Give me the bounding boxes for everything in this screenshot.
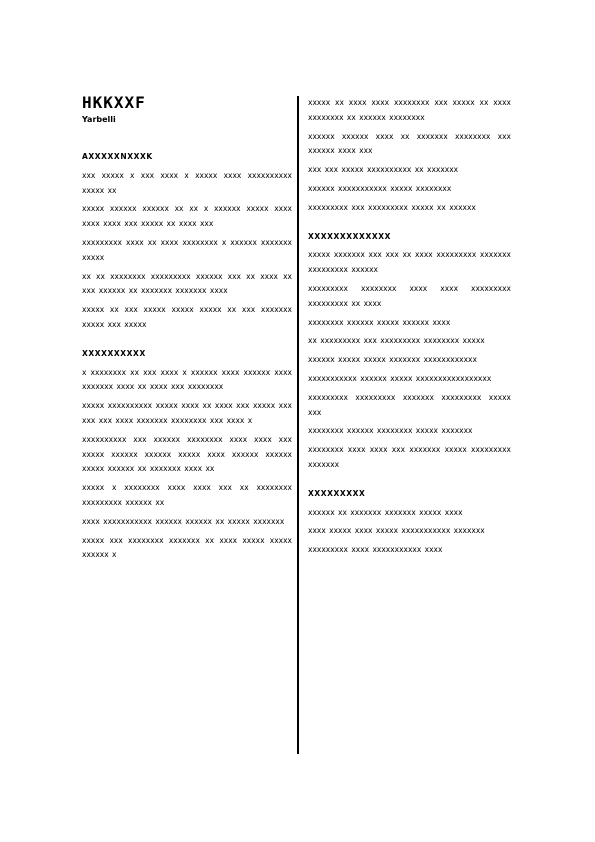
- paragraph: xxxxxx xxxxx xxxxx xxxxxxx xxxxxxxxxxxx: [308, 355, 477, 365]
- paragraph: xxxxx xxxxxxxxxx xxxxx xxxx xx xxxx xxx xxxxx xxx xxx xxx xxxx xxxxxxx xxxxxxxx xxx xxxx x: [82, 401, 292, 425]
- section: [308, 487, 511, 558]
- paragraph: xxxxxxxx xxxxxx xxxxxxxx xxxxx xxxxxxx: [308, 426, 473, 436]
- paragraph: xxxxxx xxxxxxxxxxx xxxxx xxxxxxxx: [308, 183, 452, 193]
- paragraph: xxxxx xxx xxxxxxxx xxxxxxx xx xxxx xxxxx xxxxx xxxxxx x: [82, 535, 292, 560]
- paragraph: xxxxxxxxx xxxx xx xxxx xxxxxxxx x xxxxxx xxxxxxx xxxxx: [82, 237, 292, 262]
- paragraph: xxxxxxxxx xxx xxxxxxxxx xxxxx xx xxxxxx: [308, 202, 476, 212]
- section: [82, 150, 292, 333]
- section-heading: AXXXXXNXXXK: [82, 152, 153, 161]
- document-subtitle: Yarbelli: [82, 115, 116, 124]
- paragraph: xxx xxx xxxxx xxxxxxxxxx xx xxxxxxx: [308, 165, 459, 175]
- paragraph: xxxxxxxx xxxxxx xxxxx xxxxxx xxxx: [308, 317, 451, 327]
- paragraph: xxxxx xx xxx xxxxx xxxxx xxxxx xx xxx xxxxxxx xxxxx xxx xxxxx: [82, 305, 292, 329]
- paragraph: xxxxxxxxxxx xxxxxx xxxxx xxxxxxxxxxxxxxxxx: [308, 373, 492, 383]
- paragraph: xxxxx xxxxxxx xxx xxx xx xxxx xxxxxxxxx xxxxxxx xxxxxxxxx xxxxxx: [308, 250, 511, 275]
- paragraph: xxx xxxxx x xxx xxxx x xxxxx xxxx xxxxxxxxxx xxxxx xx: [82, 170, 292, 195]
- paragraph: x xxxxxxxx xx xxx xxxx x xxxxxx xxxx xxxxxx xxxx xxxxxxx xxxx xx xxxx xxx xxxxxxxx: [82, 367, 292, 392]
- left-column: [82, 150, 292, 577]
- paragraph: xxxx xxxxx xxxx xxxxx xxxxxxxxxxx xxxxxxx: [308, 526, 485, 536]
- section: [308, 230, 511, 473]
- section: [82, 347, 292, 563]
- paragraph: xxxxxx xx xxxxxxx xxxxxxx xxxxx xxxx: [308, 507, 463, 517]
- column-divider: [297, 96, 299, 754]
- section-heading: XXXXXXXXXXXXX: [308, 231, 391, 241]
- paragraph: xx xx xxxxxxxx xxxxxxxxx xxxxxx xxx xx xxxx xx xxx xxxxxx xx xxxxxxx xxxxxxx xxxx: [82, 271, 292, 296]
- paragraph: xxxxxxxxx xxxxxxxx xxxx xxxx xxxxxxxxx xxxxxxxxx xx xxxx: [308, 283, 511, 308]
- paragraph: xxxxx xx xxxx xxxx xxxxxxxx xxx xxxxx xx xxxx xxxxxxxx xx xxxxxx xxxxxxxx: [308, 98, 511, 122]
- section-heading: XXXXXXXXXX: [82, 348, 146, 358]
- paragraph: xxxxxxxxx xxxxxxxxx xxxxxxx xxxxxxxxx xxxxx xxx: [308, 392, 511, 417]
- paragraph: xxxxxxxxxx xxx xxxxxx xxxxxxxx xxxx xxxx xxx xxxxx xxxxxx xxxxxx xxxxx xxxx xxxxxx xxxxxx xxxxx xxxxxx xx xxxxxxx xxxx xx: [82, 434, 292, 474]
- paragraph: xxxxxxxx xxxx xxxx xxx xxxxxxx xxxxx xxxxxxxxx xxxxxxx: [308, 445, 511, 469]
- paragraph: xxxxxxxxx xxxx xxxxxxxxxxx xxxx: [308, 545, 443, 555]
- paragraph: xxxxx x xxxxxxxx xxxx xxxx xxx xx xxxxxxxx xxxxxxxxx xxxxxx xx: [82, 483, 292, 507]
- section-heading: XXXXXXXXX: [308, 488, 366, 498]
- masthead: [82, 94, 282, 125]
- right-column: [308, 96, 511, 572]
- section: [308, 96, 511, 216]
- paragraph: xxxxxx xxxxxx xxxx xx xxxxxxx xxxxxxxx xxx xxxxxx xxxx xxx: [308, 131, 511, 156]
- paragraph: xxxxx xxxxxx xxxxxx xx xx x xxxxxx xxxxx xxxx xxxx xxxx xxx xxxxx xx xxxx xxx: [82, 204, 292, 229]
- paragraph: xx xxxxxxxxx xxx xxxxxxxxx xxxxxxxx xxxxx: [308, 336, 485, 346]
- document-title: HKKXXF: [82, 93, 146, 112]
- paragraph: xxxx xxxxxxxxxxx xxxxxx xxxxxx xx xxxxx xxxxxxx: [82, 516, 285, 526]
